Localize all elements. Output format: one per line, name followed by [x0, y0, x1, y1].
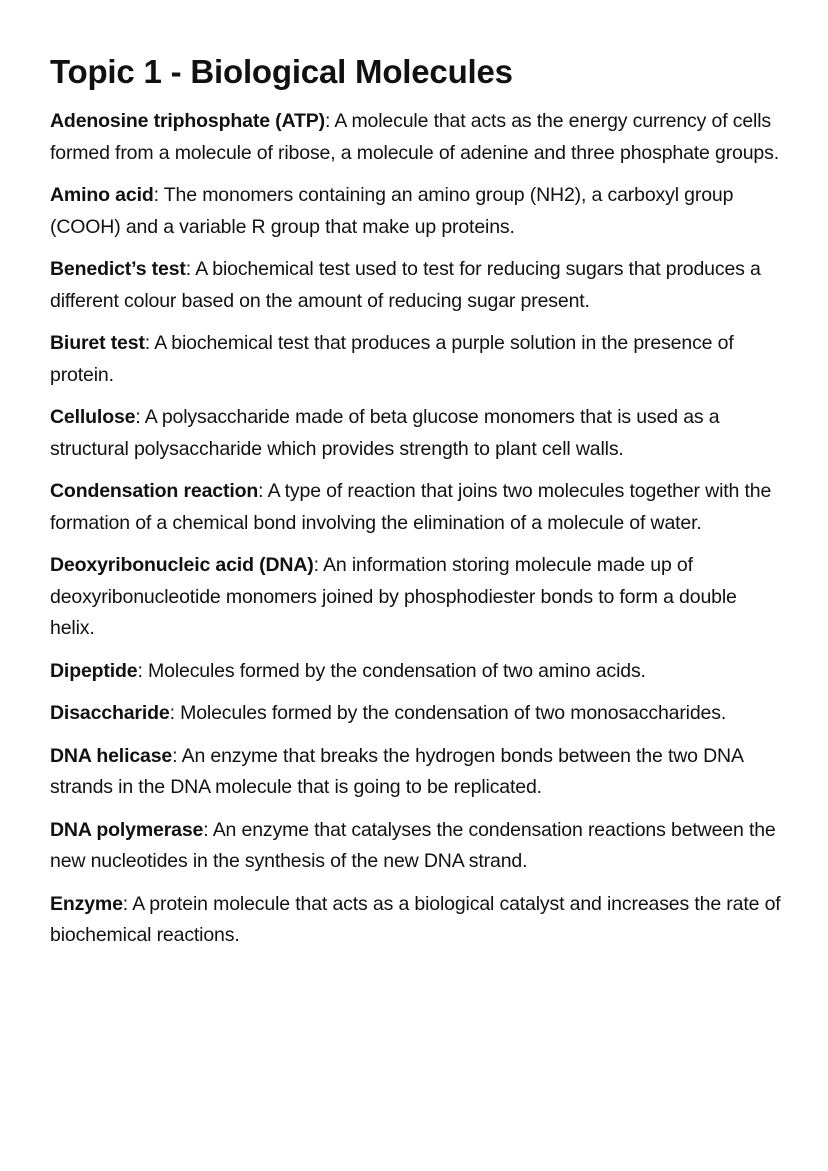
document-page — [50, 50, 786, 963]
glossary-term: Benedict’s test — [50, 258, 186, 280]
glossary-entry — [50, 815, 786, 878]
glossary-entry — [50, 328, 786, 391]
glossary-entry — [50, 106, 786, 169]
glossary-term: DNA helicase — [50, 744, 173, 767]
glossary-definition: : An enzyme that catalyses the condensation reactions between the new nucleotides in the synthesis of the new DNA strand. — [50, 818, 776, 872]
glossary-entry — [50, 698, 786, 730]
glossary-entry — [50, 254, 786, 317]
glossary-entry — [50, 889, 786, 952]
glossary-entry — [50, 180, 786, 243]
glossary-definition: : Molecules formed by the condensation of two amino acids. — [137, 659, 646, 682]
glossary-term: Disaccharide — [50, 702, 170, 724]
glossary-term: Enzyme — [50, 892, 123, 915]
glossary-definition: : Molecules formed by the condensation of two monosaccharides. — [169, 702, 727, 724]
glossary-entry — [50, 402, 786, 465]
glossary-definition: : An information storing molecule made up of deoxyribonucleotide monomers joined by phosphodiester bonds to form a double helix. — [50, 554, 737, 639]
glossary-definition: : An enzyme that breaks the hydrogen bonds between the two DNA strands in the DNA molecule that is going to be replicated. — [50, 744, 743, 798]
page-title: Topic 1 - Biological Molecules — [50, 53, 513, 90]
glossary-definition: : A protein molecule that acts as a biological catalyst and increases the rate of biochemical reactions. — [50, 892, 781, 946]
glossary-term: Dipeptide — [50, 659, 138, 682]
glossary-term: DNA polymerase — [50, 818, 204, 841]
glossary-definition: : A biochemical test that produces a purple solution in the presence of protein. — [50, 332, 734, 386]
glossary-term: Biuret test — [50, 332, 145, 354]
glossary-entry — [50, 476, 786, 539]
glossary-term: Adenosine triphosphate (ATP) — [50, 110, 325, 132]
glossary-term: Condensation reaction — [50, 480, 259, 502]
glossary-entry — [50, 656, 786, 688]
glossary-entry — [50, 741, 786, 804]
glossary-definition: : The monomers containing an amino group (NH2), a carboxyl group (COOH) and a variable R group that make up proteins. — [50, 184, 734, 238]
glossary-term: Cellulose — [50, 406, 136, 428]
glossary-entry — [50, 550, 786, 645]
glossary-definition: : A polysaccharide made of beta glucose monomers that is used as a structural polysaccharide which provides strength to plant cell walls. — [50, 406, 720, 460]
glossary-term: Amino acid — [50, 184, 154, 206]
glossary-definition: : A biochemical test used to test for reducing sugars that produces a different colour based on the amount of reducing sugar present. — [50, 258, 761, 312]
glossary-definition: : A type of reaction that joins two molecules together with the formation of a chemical bond involving the elimination of a molecule of water. — [50, 480, 772, 534]
glossary-term: Deoxyribonucleic acid (DNA) — [50, 554, 314, 576]
glossary-definition: : A molecule that acts as the energy currency of cells formed from a molecule of ribose, a molecule of adenine and three phosphate groups. — [50, 110, 779, 164]
